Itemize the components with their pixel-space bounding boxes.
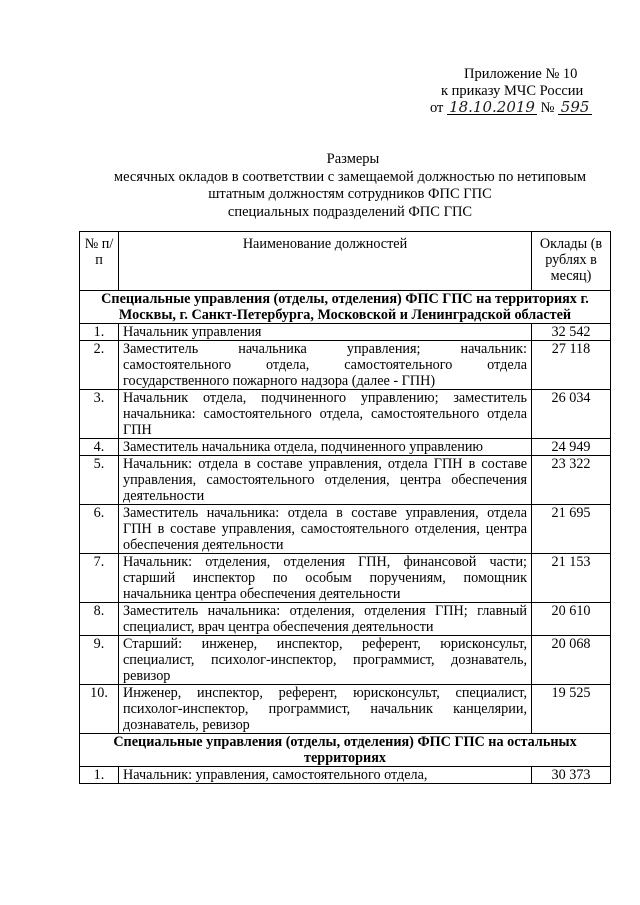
row-number: 5. (80, 456, 119, 505)
salary-value: 32 542 (532, 324, 611, 341)
position-name: Заместитель начальника: отделения, отделения ГПН; главный специалист, врач центра обеспечения деятельности (119, 603, 532, 636)
handwritten-number: 595 (558, 100, 592, 115)
section-row-1 (80, 291, 611, 324)
table-row (80, 603, 611, 636)
section-title-1: Специальные управления (отделы, отделения) ФПС ГПС на территориях г. Москвы, г. Санкт-Петербурга, Московской и Ленинградской областей (80, 291, 611, 324)
salary-value: 20 068 (532, 636, 611, 685)
table-row (80, 456, 611, 505)
order-reference: к приказу МЧС России (441, 83, 584, 99)
row-number: 2. (80, 341, 119, 390)
salary-value: 21 153 (532, 554, 611, 603)
handwritten-date: 18.10.2019 (447, 100, 537, 115)
document-title (80, 151, 620, 221)
salary-value: 21 695 (532, 505, 611, 554)
title-line-1: Размеры (326, 151, 380, 167)
table-row (80, 341, 611, 390)
number-prefix: № (540, 100, 555, 116)
salary-value: 30 373 (532, 767, 611, 784)
table-header-row (80, 232, 611, 291)
title-line-4: специальных подразделений ФПС ГПС (227, 203, 473, 220)
salary-value: 23 322 (532, 456, 611, 505)
column-header-name: Наименование должностей (119, 232, 532, 291)
row-number: 6. (80, 505, 119, 554)
table-row (80, 767, 611, 784)
table-row (80, 554, 611, 603)
salary-value: 24 949 (532, 439, 611, 456)
column-header-number: № п/п (80, 232, 119, 291)
position-name: Заместитель начальника отдела, подчиненного управлению (119, 439, 532, 456)
salary-value: 20 610 (532, 603, 611, 636)
row-number: 1. (80, 324, 119, 341)
table-row (80, 636, 611, 685)
row-number: 7. (80, 554, 119, 603)
position-name: Начальник: отделения, отделения ГПН, финансовой части; старший инспектор по особым поручениям, помощник начальника центра обеспечения деятельности (119, 554, 532, 603)
position-name: Заместитель начальника управления; начальник: самостоятельного отдела, самостоятельного отдела государственного пожарного надзора (далее - ГПН) (119, 341, 532, 390)
appendix-number: Приложение № 10 (464, 66, 578, 82)
section-title-2: Специальные управления (отделы, отделения) ФПС ГПС на остальных территориях (80, 734, 611, 767)
row-number: 1. (80, 767, 119, 784)
column-header-salary: Оклады (в рублях в месяц) (532, 232, 611, 291)
table-row (80, 324, 611, 341)
date-prefix: от (430, 100, 444, 116)
position-name: Старший: инженер, инспектор, референт, юрисконсульт, специалист, психолог-инспектор, программист, дознаватель, ревизор (119, 636, 532, 685)
salary-value: 26 034 (532, 390, 611, 439)
table-row (80, 505, 611, 554)
position-name: Начальник: отдела в составе управления, отдела ГПН в составе управления, самостоятельного отделения, центра обеспечения деятельности (119, 456, 532, 505)
appendix-header (430, 66, 620, 117)
order-date-number (430, 100, 620, 117)
position-name: Начальник отдела, подчиненного управлению; заместитель начальника: самостоятельного отдела, самостоятельного отдела ГПН (119, 390, 532, 439)
position-name: Заместитель начальника: отдела в составе управления, отдела ГПН в составе управления, самостоятельного отделения, центра обеспечения деятельности (119, 505, 532, 554)
title-line-3: штатным должностям сотрудников ФПС ГПС (208, 186, 492, 202)
salary-value: 27 118 (532, 341, 611, 390)
salary-table (79, 231, 611, 784)
position-name: Начальник: управления, самостоятельного отдела, (119, 767, 532, 784)
position-name: Инженер, инспектор, референт, юрисконсульт, специалист, психолог-инспектор, программист, начальник канцелярии, дознаватель, ревизор (119, 685, 532, 734)
row-number: 4. (80, 439, 119, 456)
row-number: 10. (80, 685, 119, 734)
table-row (80, 439, 611, 456)
table-row (80, 390, 611, 439)
section-row-2 (80, 734, 611, 767)
title-line-2: месячных окладов в соответствии с замещаемой должностью по нетиповым (113, 168, 587, 185)
row-number: 3. (80, 390, 119, 439)
row-number: 9. (80, 636, 119, 685)
salary-value: 19 525 (532, 685, 611, 734)
row-number: 8. (80, 603, 119, 636)
table-row (80, 685, 611, 734)
position-name: Начальник управления (119, 324, 532, 341)
